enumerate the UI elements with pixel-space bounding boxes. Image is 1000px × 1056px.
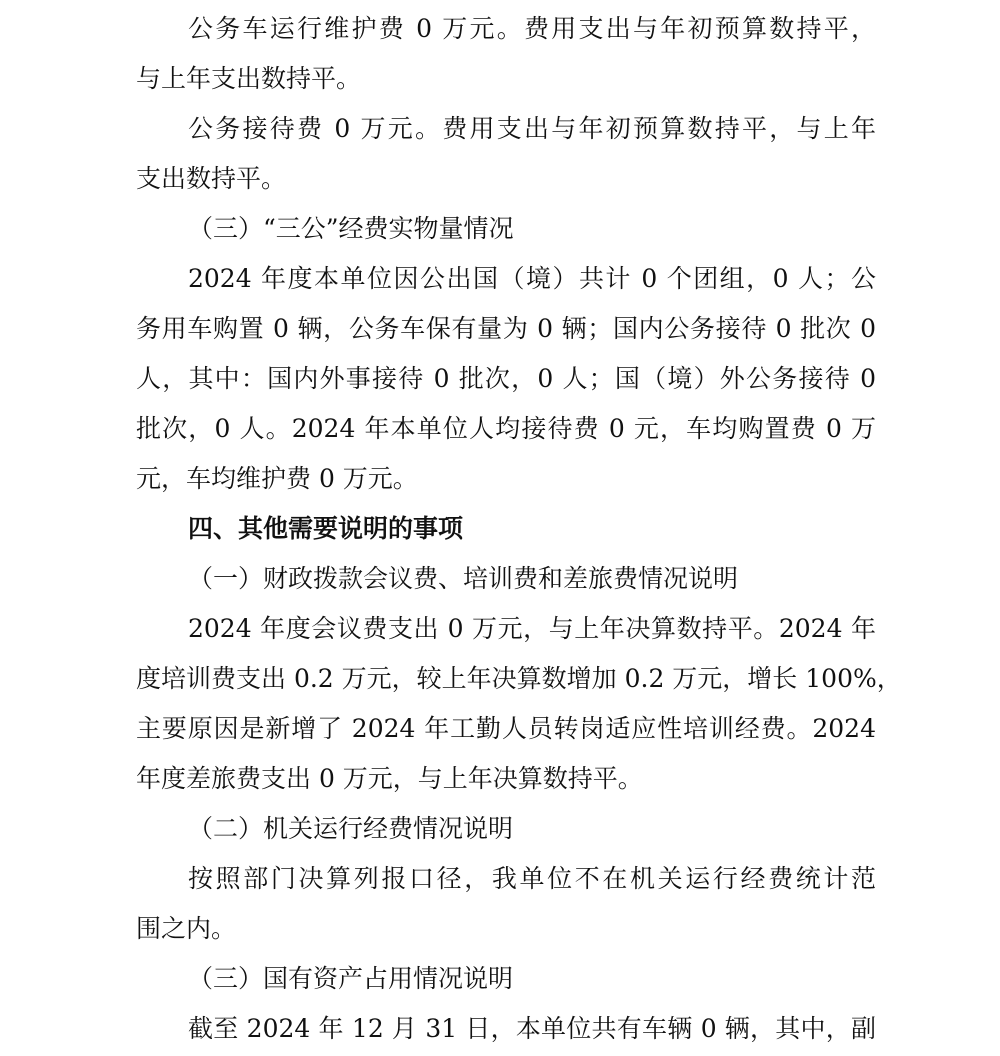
- paragraph-line: 批次，0 人。2024 年本单位人均接待费 0 元，车均购置费 0 万: [136, 414, 876, 443]
- paragraph-line: 截至 2024 年 12 月 31 日，本单位共有车辆 0 辆，其中，副: [188, 1014, 876, 1043]
- paragraph-line: 元，车均维护费 0 万元。: [136, 464, 418, 493]
- paragraph-line: 2024 年度会议费支出 0 万元，与上年决算数持平。2024 年: [188, 614, 876, 643]
- section-heading: （一）财政拨款会议费、培训费和差旅费情况说明: [188, 564, 739, 593]
- paragraph-line: 度培训费支出 0.2 万元，较上年决算数增加 0.2 万元，增长 100%，: [136, 664, 902, 693]
- paragraph-line: 2024 年度本单位因公出国（境）共计 0 个团组，0 人；公: [188, 264, 876, 293]
- paragraph-line: 年度差旅费支出 0 万元，与上年决算数持平。: [136, 764, 643, 793]
- paragraph-line: 务用车购置 0 辆，公务车保有量为 0 辆；国内公务接待 0 批次 0: [136, 314, 876, 343]
- paragraph-line: 公务车运行维护费 0 万元。费用支出与年初预算数持平，: [188, 14, 876, 43]
- paragraph-line: 人，其中：国内外事接待 0 批次，0 人；国（境）外公务接待 0: [136, 364, 876, 393]
- paragraph-line: 与上年支出数持平。: [136, 64, 362, 93]
- paragraph-line: 支出数持平。: [136, 164, 287, 193]
- section-heading: （二）机关运行经费情况说明: [188, 814, 514, 843]
- section-heading: （三）国有资产占用情况说明: [188, 964, 514, 993]
- paragraph-line: 按照部门决算列报口径，我单位不在机关运行经费统计范: [188, 864, 876, 893]
- main-heading: 四、其他需要说明的事项: [188, 514, 464, 543]
- paragraph-line: 主要原因是新增了 2024 年工勤人员转岗适应性培训经费。2024: [136, 714, 876, 743]
- paragraph-line: 围之内。: [136, 914, 237, 943]
- paragraph-line: 公务接待费 0 万元。费用支出与年初预算数持平，与上年: [188, 114, 876, 143]
- section-heading: （三）“三公”经费实物量情况: [188, 214, 514, 243]
